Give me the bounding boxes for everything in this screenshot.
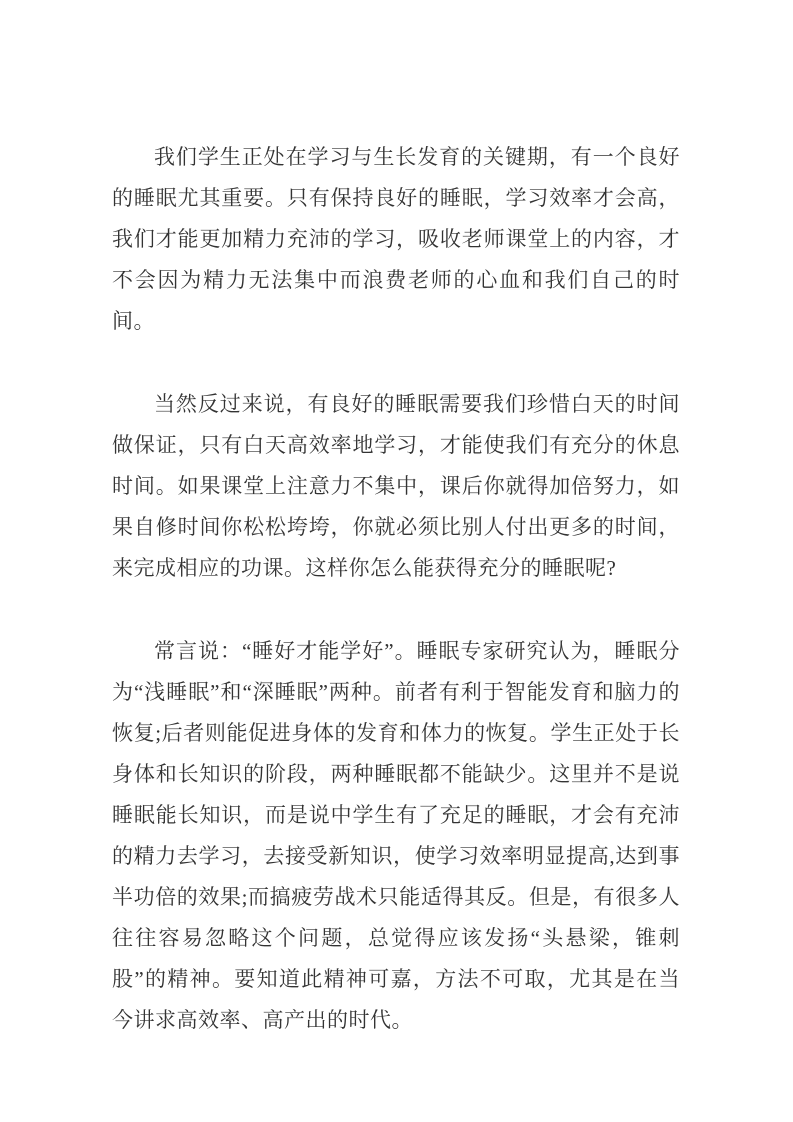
paragraph-daytime-efficiency: 当然反过来说，有良好的睡眠需要我们珍惜白天的时间做保证，只有白天高效率地学习，才能使我们有充分的休息时间。如果课堂上注意力不集中，课后你就得加倍努力，如果自修时间你松松垮垮，你就必须比别人付出更多的时间，来完成相应的功课。这样你怎么能获得充分的睡眠呢? <box>112 392 680 580</box>
text-content <box>112 137 680 1041</box>
paragraph-sleep-types: 常言说：“睡好才能学好”。睡眠专家研究认为，睡眠分为“浅睡眠”和“深睡眠”两种。前者有利于智能发育和脑力的恢复;后者则能促进身体的发育和体力的恢复。学生正处于长身体和长知识的阶段，两种睡眠都不能缺少。这里并不是说睡眠能长知识，而是说中学生有了充足的睡眠，才会有充沛的精力去学习，去接受新知识，使学习效率明显提高,达到事半功倍的效果;而搞疲劳战术只能适得其反。但是，有很多人往往容易忽略这个问题，总觉得应该发扬“头悬梁，锥刺股”的精神。要知道此精神可嘉，方法不可取，尤其是在当今讲求高效率、高产出的时代。 <box>112 639 680 1032</box>
paragraph-sleep-importance: 我们学生正处在学习与生长发育的关键期，有一个良好的睡眠尤其重要。只有保持良好的睡眠，学习效率才会高，我们才能更加精力充沛的学习，吸收老师课堂上的内容，才不会因为精力无法集中而浪费老师的心血和我们自己的时间。 <box>112 145 680 333</box>
